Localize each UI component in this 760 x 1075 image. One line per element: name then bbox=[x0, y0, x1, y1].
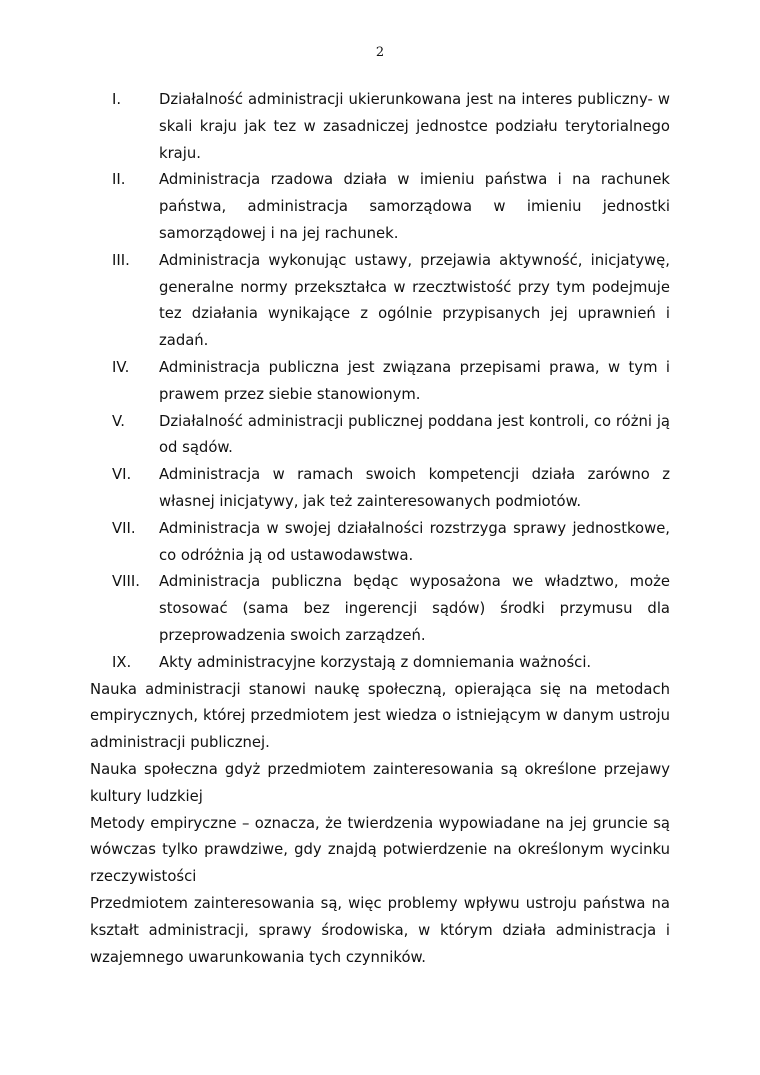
list-numeral: VIII. bbox=[112, 573, 140, 591]
list-item bbox=[90, 569, 670, 649]
list-item bbox=[90, 87, 670, 167]
list-numeral: VI. bbox=[112, 466, 132, 484]
list-item-text: Administracja publiczna jest związana przepisami prawa, w tym i prawem przez siebie stanowionym. bbox=[159, 358, 670, 403]
list-numeral: II. bbox=[112, 171, 126, 189]
list-numeral: VII. bbox=[112, 519, 136, 537]
list-numeral: III. bbox=[112, 251, 130, 269]
list-numeral: V. bbox=[112, 412, 125, 430]
body-paragraph: Metody empiryczne – oznacza, że twierdzenia wypowiadane na jej gruncie są wówczas tylko prawdziwe, gdy znajdą potwierdzenie na określonym wycinku rzeczywistości bbox=[90, 814, 670, 886]
list-item-text: Administracja wykonując ustawy, przejawia aktywność, inicjatywę, generalne normy przekształca w rzecztwistość przy tym podejmuje tez działania wynikające z ogólnie przypisanych jej uprawnień i zadań. bbox=[159, 251, 670, 350]
list-item-text: Działalność administracji ukierunkowana jest na interes publiczny- w skali kraju jak tez w zasadniczej jednostce podziału terytorialnego kraju. bbox=[159, 91, 670, 162]
body-paragraph: Przedmiotem zainteresowania są, więc problemy wpływu ustroju państwa na kształt administracji, sprawy środowiska, w którym działa administracja i wzajemnego uwarunkowania tych czynników. bbox=[90, 894, 670, 966]
list-item-text: Administracja rzadowa działa w imieniu państwa i na rachunek państwa, administracja samorządowa w imieniu jednostki samorządowej i na jej rachunek. bbox=[159, 171, 670, 242]
document-body bbox=[90, 87, 670, 971]
body-paragraph: Nauka administracji stanowi naukę społeczną, opierająca się na metodach empirycznych, której przedmiotem jest wiedza o istniejącym w danym ustroju administracji publicznej. bbox=[90, 680, 670, 752]
list-item-text: Administracja publiczna będąc wyposażona we władztwo, może stosować (sama bez ingerencji sądów) środki przymusu dla przeprowadzenia swoich zarządzeń. bbox=[159, 573, 670, 644]
list-item bbox=[90, 409, 670, 463]
body-paragraph: Nauka społeczna gdyż przedmiotem zainteresowania są określone przejawy kultury ludzkiej bbox=[90, 760, 670, 805]
list-item bbox=[90, 516, 670, 570]
page-number: 2 bbox=[375, 45, 385, 60]
list-numeral: IV. bbox=[112, 358, 130, 376]
list-item-text: Administracja w swojej działalności rozstrzyga sprawy jednostkowe, co odróżnia ją od ustawodawstwa. bbox=[159, 519, 670, 564]
list-item-text: Administracja w ramach swoich kompetencji działa zarówno z własnej inicjatywy, jak też zainteresowanych podmiotów. bbox=[159, 466, 670, 510]
list-item bbox=[90, 248, 670, 355]
list-numeral: IX. bbox=[112, 653, 132, 671]
list-item-text: Działalność administracji publicznej poddana jest kontroli, co różni ją od sądów. bbox=[159, 412, 670, 457]
list-item bbox=[90, 355, 670, 409]
list-item bbox=[90, 462, 670, 516]
list-item bbox=[90, 167, 670, 247]
list-item bbox=[90, 650, 670, 677]
list-numeral: I. bbox=[112, 91, 122, 108]
list-item-text: Akty administracyjne korzystają z domniemania ważności. bbox=[159, 653, 592, 671]
